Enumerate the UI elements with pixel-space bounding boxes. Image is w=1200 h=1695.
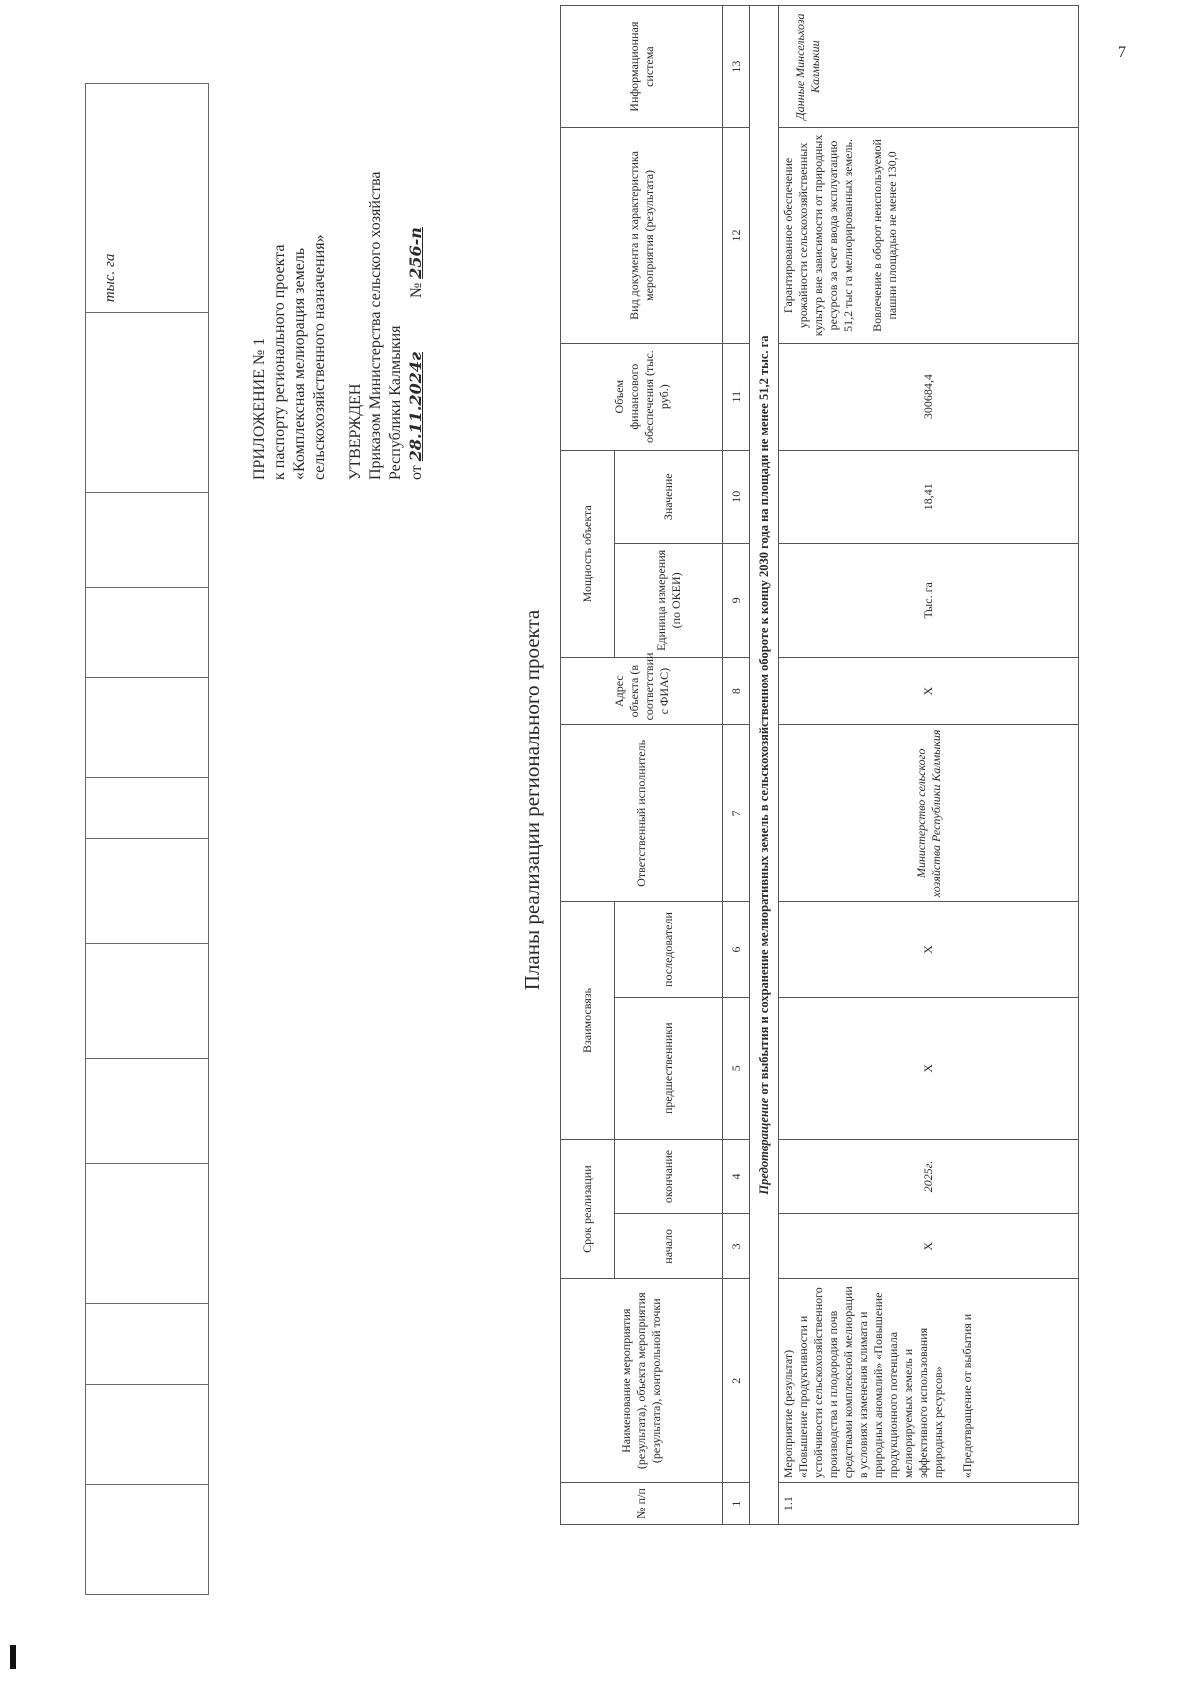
strip-cell bbox=[86, 313, 208, 493]
column-number: 5 bbox=[723, 997, 750, 1139]
header-name: Наименование мероприятия (результата), объекта мероприятия (результата), контрольной точки bbox=[561, 1279, 723, 1483]
column-number: 7 bbox=[723, 725, 750, 902]
row-unit: Тыс. га bbox=[779, 543, 1079, 657]
header-executor: Ответственный исполнитель bbox=[561, 725, 723, 902]
table-row bbox=[779, 6, 1079, 1525]
goal-row bbox=[750, 6, 779, 1525]
column-number: 3 bbox=[723, 1214, 750, 1279]
order-date-line bbox=[406, 20, 427, 480]
plan-table bbox=[560, 5, 1079, 1525]
order-line: Республики Калмыкия bbox=[387, 325, 404, 480]
row-value: 18,41 bbox=[779, 450, 1079, 543]
strip-cell bbox=[86, 678, 208, 778]
column-number: 13 bbox=[723, 6, 750, 128]
row-successors: X bbox=[779, 902, 1079, 997]
appendix-line: к паспорту регионального проекта bbox=[271, 244, 288, 480]
strip-cell bbox=[86, 493, 208, 588]
strip-cell-unit bbox=[86, 84, 208, 313]
goal-cell bbox=[750, 6, 779, 1525]
row-doc-type bbox=[779, 128, 1079, 343]
column-number: 2 bbox=[723, 1279, 750, 1483]
goal-text: от выбытия и сохранение мелиоративных земель в сельскохозяйственном обороте к концу 2030 года на площади не менее 51,2 тыс. га bbox=[756, 335, 771, 1098]
row-end: 2025г. bbox=[779, 1139, 1079, 1214]
header-start: начало bbox=[615, 1214, 723, 1279]
header-period: Срок реализации bbox=[561, 1139, 615, 1279]
column-number: 9 bbox=[723, 543, 750, 657]
strip-cell bbox=[86, 778, 208, 839]
column-number: 10 bbox=[723, 450, 750, 543]
strip-cell bbox=[86, 1304, 208, 1384]
document-title: Планы реализации регионального проекта bbox=[520, 609, 544, 991]
appendix-line: «Комплексная мелиорация земель bbox=[291, 247, 308, 480]
row-predecessors: X bbox=[779, 997, 1079, 1139]
header-successors: последователи bbox=[615, 902, 723, 997]
column-number-row bbox=[723, 6, 750, 1525]
strip-cell bbox=[86, 1485, 208, 1594]
header-address: Адрес объекта (в соответствии с ФИАС) bbox=[561, 657, 723, 725]
scan-edge-mark bbox=[10, 1645, 16, 1669]
column-number: 11 bbox=[723, 343, 750, 450]
row-num: 1.1 bbox=[779, 1483, 1079, 1525]
goal-italic: Предотвращение bbox=[756, 1097, 771, 1195]
top-table-strip bbox=[85, 83, 209, 1595]
strip-unit-label: тыс. га bbox=[102, 253, 118, 303]
appendix-line: ПРИЛОЖЕНИЕ № 1 bbox=[251, 337, 268, 480]
header-unit: Единица измерения (по ОКЕИ) bbox=[615, 543, 723, 657]
page-number: 7 bbox=[1118, 44, 1126, 61]
number-signature: 256-п bbox=[406, 227, 425, 279]
appendix-block bbox=[250, 20, 427, 480]
header-finance: Объем финансового обеспечения (тыс. руб.) bbox=[561, 343, 723, 450]
strip-cell bbox=[86, 944, 208, 1059]
header-end: окончание bbox=[615, 1139, 723, 1214]
header-predecessors: предшественники bbox=[615, 997, 723, 1139]
header-capacity: Мощность объекта bbox=[561, 450, 615, 657]
header-relation: Взаимосвязь bbox=[561, 902, 615, 1139]
number-prefix: № bbox=[408, 282, 425, 299]
column-number: 1 bbox=[723, 1483, 750, 1525]
row-name-continued: «Предотвращение от выбытия и bbox=[960, 1313, 974, 1479]
row-doc-main: Гарантированное обеспечение урожайности сельскохозяйственных культур вне зависимости от природных ресурсов за счет ввода эксплуатацию 51,2 тыс га мелиорированных земель. bbox=[781, 134, 855, 337]
row-finance: 300684,4 bbox=[779, 343, 1079, 450]
row-address: X bbox=[779, 657, 1079, 725]
strip-cell bbox=[86, 588, 208, 678]
column-number: 12 bbox=[723, 128, 750, 343]
header-num: № п/п bbox=[561, 1483, 723, 1525]
header-info-system: Информационная система bbox=[561, 6, 723, 128]
row-name-main: Мероприятие (результат) «Повышение продуктивности и устойчивости сельскохозяйственного производства и плодородия почв средствами комплексной мелиорации в условиях изменения климата и природных аномалий» «Повышение продукционного потенциала мелиорируемых земель и эффективного использования природных ресурсов» bbox=[781, 1286, 945, 1479]
approved-label: УТВЕРЖДЕН bbox=[347, 383, 364, 480]
date-signature: 28.11.2024г bbox=[406, 352, 425, 462]
column-number: 4 bbox=[723, 1139, 750, 1214]
row-info-system: Данные Минсельхоза Калмыкии bbox=[779, 6, 1079, 128]
appendix-line: сельскохозяйственного назначения» bbox=[311, 234, 328, 480]
strip-cell bbox=[86, 1164, 208, 1304]
header-value: Значение bbox=[615, 450, 723, 543]
row-doc-continued: Вовлечение в оборот неиспользуемой пашни площадью не менее 130,0 bbox=[870, 139, 899, 332]
strip-cell bbox=[86, 1059, 208, 1164]
row-start: X bbox=[779, 1214, 1079, 1279]
strip-cell bbox=[86, 839, 208, 944]
rotated-sheet bbox=[80, 0, 1200, 1600]
header-doc-type: Вид документа и характеристика мероприятия (результата) bbox=[561, 128, 723, 343]
row-executor: Министерство сельского хозяйства Республики Калмыкия bbox=[779, 725, 1079, 902]
order-line: Приказом Министерства сельского хозяйства bbox=[367, 171, 384, 480]
strip-cell bbox=[86, 1385, 208, 1485]
column-number: 8 bbox=[723, 657, 750, 725]
column-number: 6 bbox=[723, 902, 750, 997]
date-prefix: от bbox=[408, 465, 425, 480]
row-name bbox=[779, 1279, 1079, 1483]
